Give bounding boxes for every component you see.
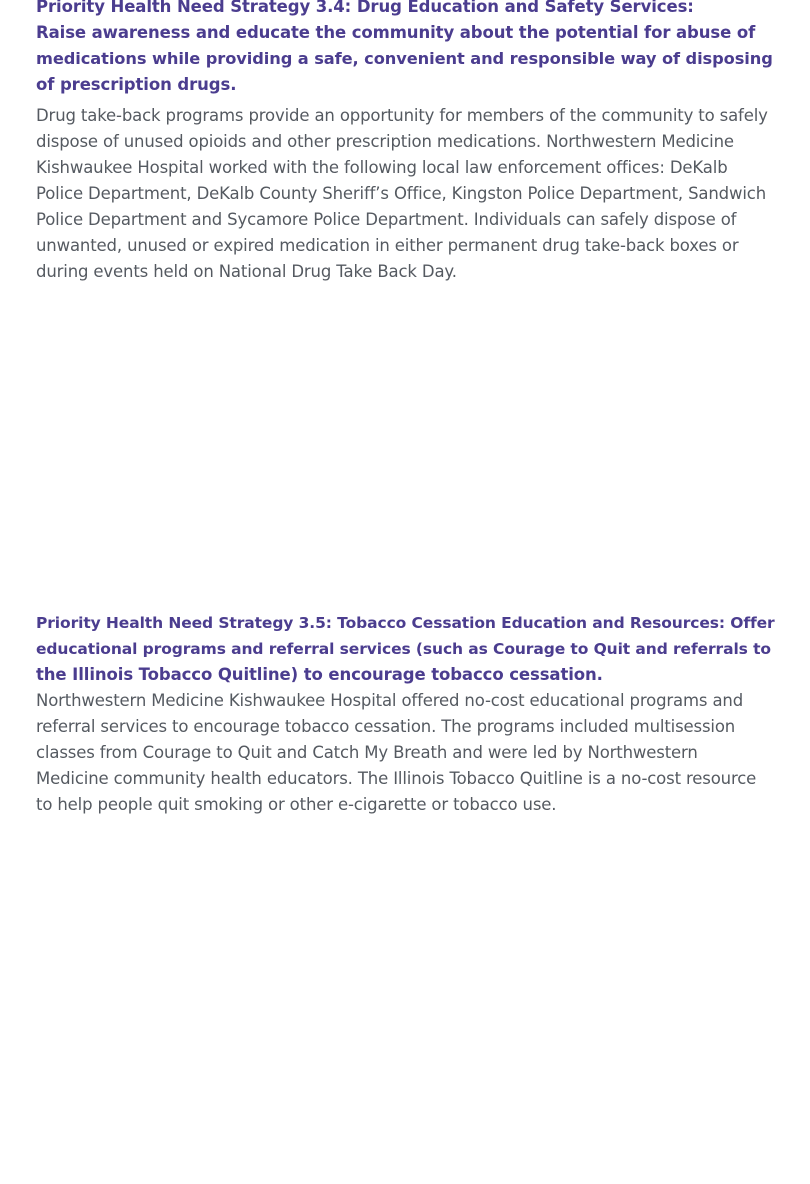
body-line: Drug take-back programs provide an opportunity for members of the community to safely <box>36 106 768 125</box>
body-line: Medicine community health educators. The Illinois Tobacco Quitline is a no-cost resource <box>36 769 757 788</box>
heading-line: Raise awareness and educate the community about the potential for abuse of <box>36 23 756 42</box>
body-line: Police Department and Sycamore Police Department. Individuals can safely dispose of <box>36 210 737 229</box>
body-line: Kishwaukee Hospital worked with the following local law enforcement offices: DeKalb <box>36 158 728 177</box>
body-line: classes from Courage to Quit and Catch My Breath and were led by Northwestern <box>36 743 698 762</box>
section-tobacco-cessation <box>36 610 776 818</box>
heading-line: Priority Health Need Strategy 3.4: Drug Education and Safety Services: <box>36 0 694 16</box>
body-line: Police Department, DeKalb County Sheriff’s Office, Kingston Police Department, Sandwich <box>36 184 766 203</box>
heading-line: of prescription drugs. <box>36 75 237 94</box>
body-line: referral services to encourage tobacco cessation. The programs included multisession <box>36 717 736 736</box>
heading-line: Priority Health Need Strategy 3.5: Tobacco Cessation Education and Resources: Offer <box>36 614 775 632</box>
section-drug-education <box>36 0 776 285</box>
body-line: to help people quit smoking or other e-cigarette or tobacco use. <box>36 795 557 814</box>
section-body <box>36 688 776 818</box>
body-line: dispose of unused opioids and other prescription medications. Northwestern Medicine <box>36 132 734 151</box>
body-line: during events held on National Drug Take Back Day. <box>36 262 457 281</box>
heading-line: medications while providing a safe, convenient and responsible way of disposing <box>36 49 773 68</box>
body-line: Northwestern Medicine Kishwaukee Hospital offered no-cost educational programs and <box>36 691 744 710</box>
section-heading <box>36 0 776 98</box>
heading-line: the Illinois Tobacco Quitline) to encourage tobacco cessation. <box>36 665 603 684</box>
section-heading <box>36 610 776 688</box>
section-body <box>36 103 776 285</box>
heading-line: educational programs and referral services (such as Courage to Quit and referrals to <box>36 640 771 658</box>
body-line: unwanted, unused or expired medication in either permanent drug take-back boxes or <box>36 236 739 255</box>
